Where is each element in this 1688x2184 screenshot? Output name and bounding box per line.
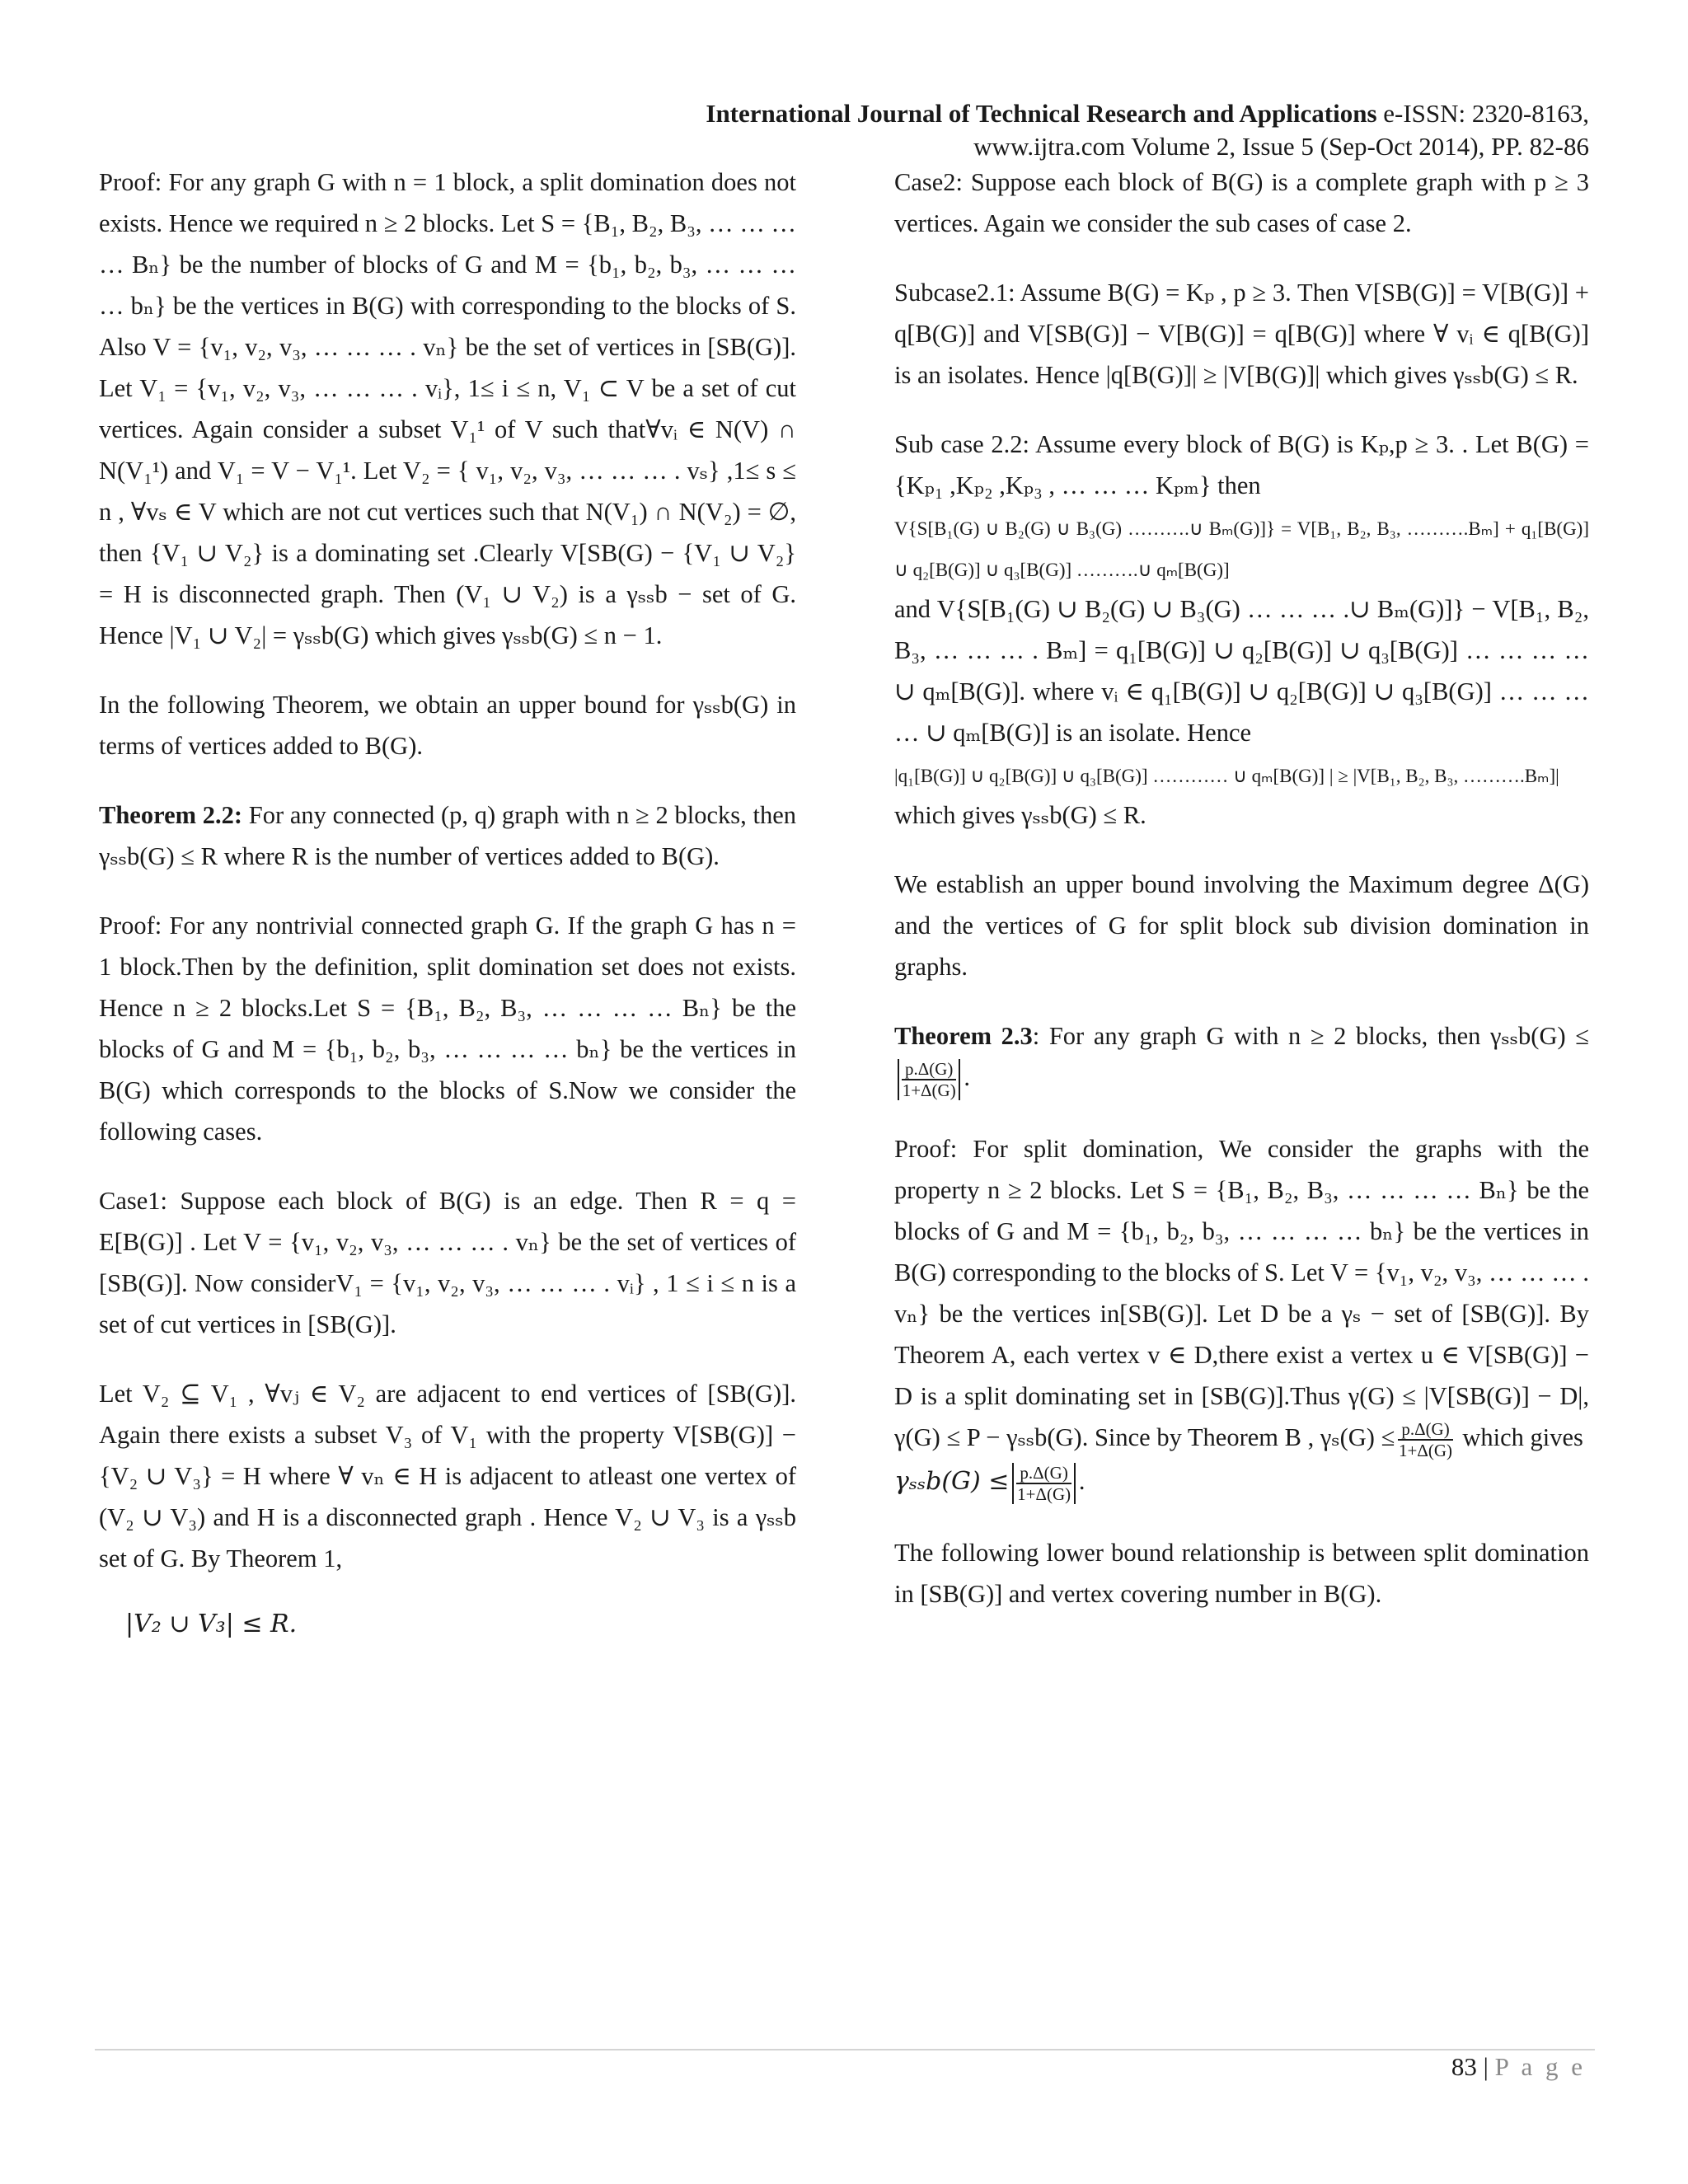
bound-intro-paragraph: In the following Theorem, we obtain an upper bound for γₛₛb(G) in terms of vertices added to B(G). bbox=[99, 691, 796, 760]
proof-paragraph-3-text: Proof: For split domination, We consider the graphs with the property n ≥ 2 blocks. Let S = {B₁, B₂, B₃, … … … … Bₙ} be the blocks of G and M = {b₁, b₂, b₃, … … … … bₙ} be the vertices in B(G) corresponding to the blocks of S. Let V = {v₁, v₂, v₃, … … … . vₙ} be the vertices in[SB(G)]. Let D be a γₛ − set of [SB(G)]. By Theorem A, each vertex v ∈ D,there exist a vertex u ∈ V[SB(G)] − D is a split dominating set in [SB(G)].Thus γ(G) ≤ |V[SB(G)] − D|, γ(G) ≤ P − γₛₛb(G). Since by Theorem B , γₛ(G) ≤ bbox=[894, 1135, 1589, 1451]
proof-paragraph-3-result: γₛₛb(G) ≤ bbox=[894, 1467, 1010, 1496]
page-footer bbox=[1451, 2052, 1586, 2082]
result-numerator: p.Δ(G) bbox=[1016, 1463, 1071, 1484]
subcase-2-2-equation-2: and V{S[B₁(G) ∪ B₂(G) ∪ B₃(G) … … … .∪ Bₘ(G)]} − V[B₁, B₂, B₃, … … … . Bₘ] = q₁[B(G)] ∪ q₂[B(G)] ∪ q₃[B(G)] … … … … ∪ qₘ[B(G)]. where vᵢ ∈ q₁[B(G)] ∪ q₂[B(G)] ∪ q₃[B(G)] … … … … ∪ qₘ[B(G)] is an isolate. Hence bbox=[894, 595, 1589, 747]
subcase-2-2-paragraph bbox=[894, 424, 1589, 836]
page-number: 83 | bbox=[1451, 2052, 1495, 2081]
theorem-2-2-label: Theorem 2.2: bbox=[99, 801, 243, 829]
result-denominator: 1+Δ(G) bbox=[1017, 1484, 1071, 1504]
subcase-2-2-equation-1: V{S[B₁(G) ∪ B₂(G) ∪ B₃(G) ……….∪ Bₘ(G)]} = V[B₁, B₂, B₃, ……….Bₘ] + q₁[B(G)] ∪ q₂[B(G)] ∪ q₃[B(G)] ……….∪ qₘ[B(G)] bbox=[894, 518, 1589, 580]
journal-title: International Journal of Technical Research and Applications bbox=[706, 99, 1377, 128]
proof-paragraph-2: Proof: For any nontrivial connected graph G. If the graph G has n = 1 block.Then by the definition, split domination set does not exists. Hence n ≥ 2 blocks.Let S = {B₁, B₂, B₃, … … … … Bₙ} be the blocks of G and M = {b₁, b₂, b₃, … … … … bₙ} be the vertices in B(G) which corresponds to the blocks of S.Now we consider the following cases. bbox=[99, 912, 796, 1146]
subcase-2-2-equation-3: |q₁[B(G)] ∪ q₂[B(G)] ∪ q₃[B(G)] ………… ∪ qₘ[B(G)] | ≥ |V[B₁, B₂, B₃, ……….Bₘ]| bbox=[894, 766, 1559, 786]
journal-issue-line: www.ijtra.com Volume 2, Issue 5 (Sep-Oct 2014), PP. 82-86 bbox=[973, 132, 1589, 161]
fraction-denominator: 1+Δ(G) bbox=[902, 1080, 956, 1100]
theorem-b-denominator: 1+Δ(G) bbox=[1399, 1441, 1453, 1460]
theorem-2-3-fraction bbox=[898, 1059, 960, 1100]
theorem-2-3-text: : For any graph G with n ≥ 2 blocks, then γₛₛb(G) ≤ bbox=[1032, 1022, 1589, 1050]
theorem-b-fraction bbox=[1398, 1419, 1452, 1460]
case-1-result: |V₂ ∪ V₃| ≤ R. bbox=[125, 1610, 298, 1638]
theorem-2-2 bbox=[99, 794, 796, 877]
upper-bound-intro-paragraph: We establish an upper bound involving the Maximum degree Δ(G) and the vertices of G for split block sub division domination in graphs. bbox=[894, 870, 1589, 981]
proof-paragraph-3-tail: which gives bbox=[1456, 1423, 1583, 1451]
theorem-2-2-text: For any connected (p, q) graph with n ≥ 2 blocks, then γₛₛb(G) ≤ R where R is the number of vertices added to B(G). bbox=[99, 801, 796, 870]
theorem-2-3-label: Theorem 2.3 bbox=[894, 1022, 1033, 1050]
right-column bbox=[894, 162, 1589, 1643]
proof-paragraph-3: Proof: For split domination, We consider the graphs with the property n ≥ 2 blocks. Let S = {B₁, B₂, B₃, … … … … Bₙ} be the blocks of G and M = {b₁, b₂, b₃, … … … … bₙ} be the vertices in B(G) corresponding to the blocks of S. Let V = {v₁, v₂, v₃, … … … . vₙ} be the vertices in[SB(G)]. Let D be a γₛ − set of [SB(G)]. By Theorem A, each vertex v ∈ D,there exist a vertex u ∈ V[SB(G)] − D is a split dominating set in [SB(G)].Thus γ(G) ≤ |V[SB(G)] − D|, γ(G) ≤ P − γₛₛb(G). Since by Theorem B , γₛ(G) ≤ $\frac{p.\Delta(G)}{1+\Delta(G)}$ which gives γₛₛb(G) ≤ $\frac{p.\Delta(G)}{1+\Delta(G)}$ . bbox=[894, 1135, 1589, 1504]
case-2-paragraph: Case2: Suppose each block of B(G) is a complete graph with p ≥ 3 vertices. Again we consider the sub cases of case 2. bbox=[894, 168, 1589, 237]
theorem-b-numerator: p.Δ(G) bbox=[1398, 1419, 1452, 1441]
page-label: P a g e bbox=[1494, 2052, 1586, 2081]
footer-divider bbox=[95, 2049, 1595, 2050]
case-1-paragraph: Case1: Suppose each block of B(G) is an edge. Then R = q = E[B(G)] . Let V = {v₁, v₂, v₃, … … … . vₙ} be the set of vertices of [SB(G)]. Now considerV₁ = {v₁, v₂, v₃, … … … . vᵢ} , 1 ≤ i ≤ n is a set of cut vertices in [SB(G)]. bbox=[99, 1187, 796, 1338]
result-fraction bbox=[1012, 1463, 1075, 1504]
subcase-2-2-intro: Sub case 2.2: Assume every block of B(G) is Kₚ,p ≥ 3. . Let B(G) = {Kₚ₁ ,Kₚ₂ ,Kₚ₃ , … … … Kₚₘ} then bbox=[894, 430, 1589, 499]
journal-issn: e-ISSN: 2320-8163, bbox=[1376, 99, 1589, 128]
left-column bbox=[99, 162, 796, 1673]
journal-header bbox=[353, 97, 1589, 163]
lower-bound-intro-paragraph: The following lower bound relationship is between split domination in [SB(G)] and vertex covering number in B(G). bbox=[894, 1539, 1589, 1608]
proof-paragraph-1: Proof: For any graph G with n = 1 block, a split domination does not exists. Hence we required n ≥ 2 blocks. Let S = {B₁, B₂, B₃, … … … … Bₙ} be the number of blocks of G and M = {b₁, b₂, b₃, … … … … bₙ} be the vertices in B(G) with corresponding to the blocks of S. Also V = {v₁, v₂, v₃, … … … . vₙ} be the set of vertices in [SB(G)]. Let V₁ = {v₁, v₂, v₃, … … … . vᵢ}, 1≤ i ≤ n, V₁ ⊂ V be a set of cut vertices. Again consider a subset V₁¹ of V such that∀vᵢ ∈ N(V) ∩ N(V₁¹) and V₁ = V − V₁¹. Let V₂ = { v₁, v₂, v₃, … … … . vₛ} ,1≤ s ≤ n , ∀vₛ ∈ V which are not cut vertices such that N(V₁) ∩ N(V₂) = ∅, then {V₁ ∪ V₂} is a dominating set .Clearly V[SB(G) − {V₁ ∪ V₂} = H is disconnected graph. Then (V₁ ∪ V₂) is a γₛₛb − set of G. Hence |V₁ ∪ V₂| = γₛₛb(G) which gives γₛₛb(G) ≤ n − 1. bbox=[99, 168, 796, 649]
subcase-2-2-conclusion: which gives γₛₛb(G) ≤ R. bbox=[894, 801, 1146, 829]
subcase-2-1-paragraph: Subcase2.1: Assume B(G) = Kₚ , p ≥ 3. Then V[SB(G)] = V[B(G)] + q[B(G)] and V[SB(G)] − V[B(G)] = q[B(G)] where ∀ vᵢ ∈ q[B(G)] is an isolates. Hence |q[B(G)]| ≥ |V[B(G)]| which gives γₛₛb(G) ≤ R. bbox=[894, 279, 1589, 389]
theorem-2-3: Theorem 2.3: For any graph G with n ≥ 2 blocks, then γₛₛb(G) ≤ $\frac{p.\Delta(G)}{1+\Delta(G)}$ . bbox=[894, 1022, 1589, 1100]
case-1-continued-paragraph: Let V₂ ⊆ V₁ , ∀vⱼ ∈ V₂ are adjacent to end vertices of [SB(G)]. Again there exists a subset V₃ of V₁ with the property V[SB(G)] − {V₂ ∪ V₃} = H where ∀ vₙ ∈ H is adjacent to atleast one vertex of (V₂ ∪ V₃) and H is a disconnected graph . Hence V₂ ∪ V₃ is a γₛₛb set of G. By Theorem 1, bbox=[99, 1380, 796, 1572]
fraction-numerator: p.Δ(G) bbox=[902, 1059, 956, 1080]
